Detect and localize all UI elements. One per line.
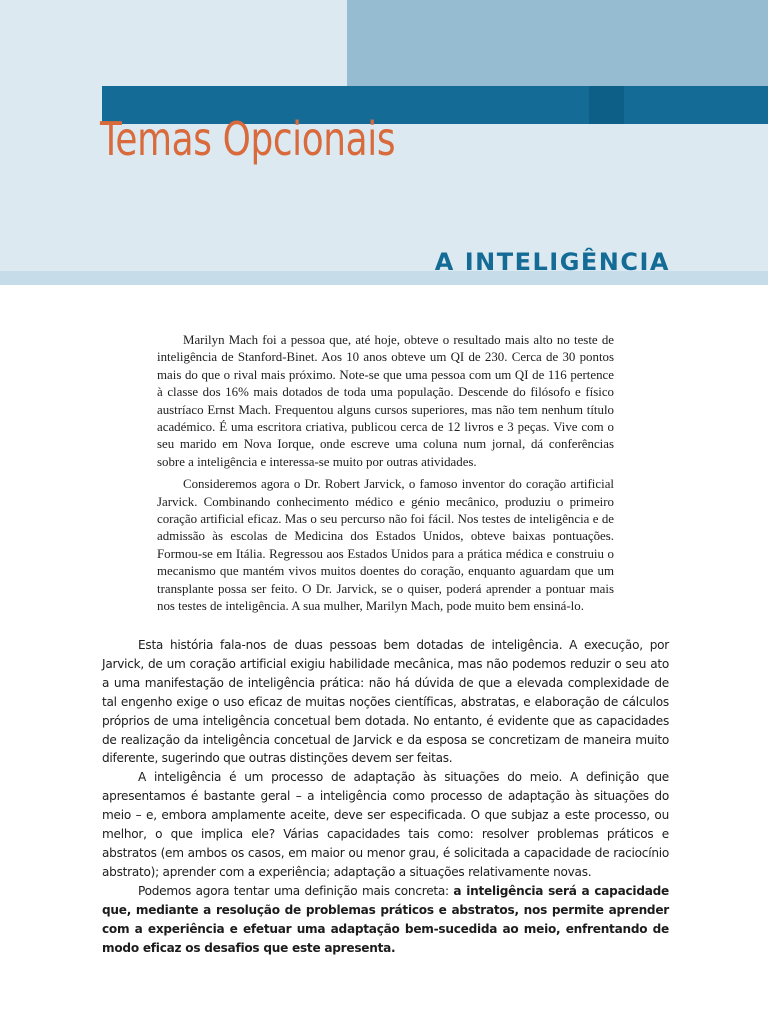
body-paragraph-2: A inteligência é um processo de adaptação às situações do meio. A definição que apresentamos é bastante geral – a inteligência como processo de adaptação às situações do meio – e, embora amplamente aceite, deve ser especificada. O que subjaz a este processo, ou melhor, o que implica ele? Várias capacidades tais como: resolver problemas práticos e abstratos (em ambos os casos, em maior ou menor grau, é solicitada a capacidade de raciocínio abstrato); aprender com a experiência; adaptação a situações relativamente novas.	[102, 770, 669, 879]
body-paragraph-1: Esta história fala-nos de duas pessoas bem dotadas de inteligência. A execução, por Jarvick, de um coração artificial exigiu habilidade mecânica, mas não podemos reduzir o seu ato a uma manifestação de inteligência prática: não há dúvida de que a elevada complexidade de tal engenho exige o uso eficaz de muitas noções científicas, abstratas, e elaboração de cálculos próprios de uma inteligência concetual bem dotada. No entanto, é evidente que as capacidades de realização da inteligência concetual de Jarvick e da esposa se concretizam de maneira muito diferente, sugerindo que outras distinções devem ser feitas.	[102, 638, 669, 766]
body-text	[102, 636, 669, 957]
page-title: Temas Opcionais	[100, 112, 396, 166]
decorative-bar-notch	[589, 86, 624, 124]
definition-intro: Podemos agora tentar uma definição mais concreta:	[138, 883, 454, 898]
section-title: A INTELIGÊNCIA	[434, 248, 670, 276]
quote-paragraph-1: Marilyn Mach foi a pessoa que, até hoje, obteve o resultado mais alto no teste de inteligência de Stanford-Binet. Aos 10 anos obteve um QI de 230. Cerca de 30 pontos mais do que o rival mais próximo. Note-se que uma pessoa com um QI de 116 pertence à classe dos 16% mais dotados de toda uma população. Descende do filósofo e físico austríaco Ernst Mach. Frequentou alguns cursos superiores, mas não tem nenhum título académico. É uma escritora criativa, publicou cerca de 12 livros e 3 peças. Vive com o seu marido em Nova Iorque, onde escreve uma coluna num jornal, dá conferências sobre a inteligência e interessa-se muito por outras atividades.	[157, 333, 614, 469]
definition-bold: a inteligência será a capacidade que, mediante a resolução de problemas práticos e abstratos, nos permite aprender com a experiência e efetuar uma adaptação bem-sucedida ao meio, enfrentando de modo eficaz os desafios que este apresenta.	[102, 883, 669, 955]
decorative-block-top-right	[347, 0, 768, 86]
quote-paragraph-2: Consideremos agora o Dr. Robert Jarvick, o famoso inventor do coração artificial Jarvick. Combinando conhecimento médico e génio mecânico, produziu o primeiro coração artificial eficaz. Mas o seu percurso não foi fácil. Nos testes de inteligência e de admissão às escolas de Medicina dos Estados Unidos, obteve baixas pontuações. Formou-se em Itália. Regressou aos Estados Unidos para a prática médica e construiu o mecanismo que mantém vivos muitos doentes do coração, enquanto aguardam que um transplante possa ser feito. O Dr. Jarvick, se o quiser, poderá aprender a pontuar mais nos testes de inteligência. A sua mulher, Marilyn Mach, pode muito bem ensiná-lo.	[157, 477, 614, 614]
quote-box	[157, 332, 614, 621]
body-paragraph-3	[102, 882, 669, 958]
